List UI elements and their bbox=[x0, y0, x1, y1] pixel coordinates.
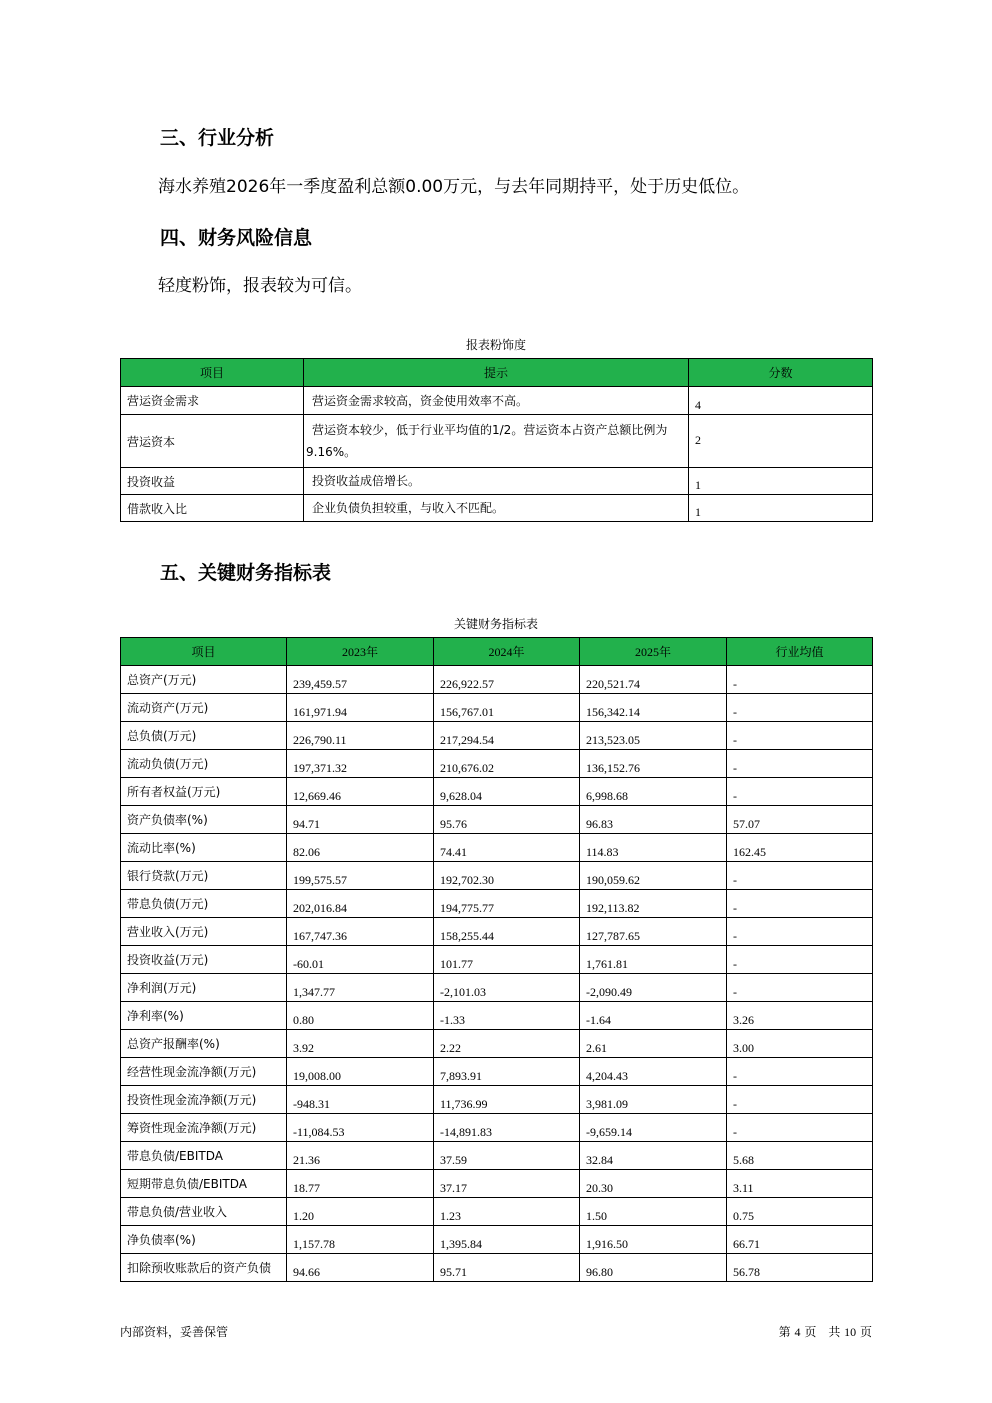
fin-table-row bbox=[121, 946, 873, 974]
fin-row-value: 94.71 bbox=[287, 806, 434, 834]
fin-table-caption: 关键财务指标表 bbox=[453, 617, 538, 631]
fin-table-row bbox=[121, 1086, 873, 1114]
fin-row-label: 流动比率(%) bbox=[121, 834, 287, 862]
fin-row-label: 短期带息负债/EBITDA bbox=[121, 1170, 287, 1198]
risk-row-score: 1 bbox=[689, 468, 873, 495]
fin-row-value: 7,893.91 bbox=[434, 1058, 580, 1086]
fin-table-row bbox=[121, 890, 873, 918]
fin-row-value: 3.11 bbox=[727, 1170, 873, 1198]
fin-table-row bbox=[121, 1002, 873, 1030]
fin-table-row bbox=[121, 1058, 873, 1086]
risk-table-row bbox=[121, 415, 873, 468]
fin-row-value: 3,981.09 bbox=[580, 1086, 727, 1114]
fin-row-value: 3.92 bbox=[287, 1030, 434, 1058]
fin-row-value: 0.80 bbox=[287, 1002, 434, 1030]
fin-row-label: 投资收益(万元) bbox=[121, 946, 287, 974]
risk-row-hint bbox=[304, 468, 689, 495]
fin-row-value: 96.80 bbox=[580, 1254, 727, 1282]
footer-confidential-note: 内部资料，妥善保管 bbox=[120, 1325, 229, 1339]
fin-row-value: - bbox=[727, 974, 873, 1002]
fin-row-value: 217,294.54 bbox=[434, 722, 580, 750]
risk-row-hint bbox=[304, 495, 689, 522]
fin-row-value: 114.83 bbox=[580, 834, 727, 862]
section-5-heading: 五、关键财务指标表 bbox=[160, 562, 332, 584]
risk-row-item: 投资收益 bbox=[121, 468, 304, 495]
fin-table-row bbox=[121, 1114, 873, 1142]
fin-row-value: - bbox=[727, 694, 873, 722]
fin-row-label: 扣除预收账款后的资产负债 bbox=[121, 1254, 287, 1282]
fin-table-row bbox=[121, 974, 873, 1002]
fin-row-value: - bbox=[727, 946, 873, 974]
fin-row-value: 66.71 bbox=[727, 1226, 873, 1254]
fin-row-value: -948.31 bbox=[287, 1086, 434, 1114]
fin-table-row bbox=[121, 918, 873, 946]
risk-row-hint bbox=[304, 387, 689, 415]
fin-row-value: - bbox=[727, 1058, 873, 1086]
risk-table-caption: 报表粉饰度 bbox=[465, 338, 526, 352]
fin-row-label: 带息负债/营业收入 bbox=[121, 1198, 287, 1226]
risk-row-item: 营运资本 bbox=[121, 415, 304, 468]
fin-row-value: 161,971.94 bbox=[287, 694, 434, 722]
fin-row-value: -9,659.14 bbox=[580, 1114, 727, 1142]
financial-indicators-table bbox=[120, 637, 873, 1282]
fin-row-label: 总资产报酬率(%) bbox=[121, 1030, 287, 1058]
fin-row-value: 2.61 bbox=[580, 1030, 727, 1058]
section-4-heading: 四、财务风险信息 bbox=[160, 227, 313, 249]
risk-table-row bbox=[121, 468, 873, 495]
risk-row-score: 4 bbox=[689, 387, 873, 415]
fin-table-row bbox=[121, 834, 873, 862]
fin-row-value: 11,736.99 bbox=[434, 1086, 580, 1114]
fin-row-value: 127,787.65 bbox=[580, 918, 727, 946]
fin-row-value: - bbox=[727, 862, 873, 890]
fin-row-value: 0.75 bbox=[727, 1198, 873, 1226]
fin-row-value: 1.50 bbox=[580, 1198, 727, 1226]
fin-table-row bbox=[121, 666, 873, 694]
fin-row-value: - bbox=[727, 666, 873, 694]
fin-row-label: 经营性现金流净额(万元) bbox=[121, 1058, 287, 1086]
page-current: 4 bbox=[794, 1325, 801, 1339]
fin-row-label: 带息负债/EBITDA bbox=[121, 1142, 287, 1170]
fin-row-value: 1.20 bbox=[287, 1198, 434, 1226]
fin-row-value: 162.45 bbox=[727, 834, 873, 862]
fin-row-value: -1.64 bbox=[580, 1002, 727, 1030]
risk-row-score: 1 bbox=[689, 495, 873, 522]
risk-row-hint-text: 营运资金需求较高，资金使用效率不高。 bbox=[312, 393, 529, 408]
fin-row-value: - bbox=[727, 722, 873, 750]
fin-row-value: 57.07 bbox=[727, 806, 873, 834]
fin-row-value: 210,676.02 bbox=[434, 750, 580, 778]
fin-row-value: 32.84 bbox=[580, 1142, 727, 1170]
fin-table-row bbox=[121, 1198, 873, 1226]
fin-row-value: 239,459.57 bbox=[287, 666, 434, 694]
risk-table-row bbox=[121, 495, 873, 522]
risk-header-score: 分数 bbox=[689, 359, 873, 387]
risk-row-item: 借款收入比 bbox=[121, 495, 304, 522]
fin-header-item: 项目 bbox=[121, 638, 287, 666]
fin-row-value: -2,101.03 bbox=[434, 974, 580, 1002]
fin-row-value: 213,523.05 bbox=[580, 722, 727, 750]
fin-table-row bbox=[121, 1142, 873, 1170]
fin-row-value: 192,113.82 bbox=[580, 890, 727, 918]
risk-header-item: 项目 bbox=[121, 359, 304, 387]
fin-row-value: - bbox=[727, 778, 873, 806]
fin-row-label: 营业收入(万元) bbox=[121, 918, 287, 946]
fin-row-value: 136,152.76 bbox=[580, 750, 727, 778]
fin-row-value: 167,747.36 bbox=[287, 918, 434, 946]
fin-table-row bbox=[121, 722, 873, 750]
fin-row-value: 4,204.43 bbox=[580, 1058, 727, 1086]
fin-row-label: 流动负债(万元) bbox=[121, 750, 287, 778]
fin-row-value: - bbox=[727, 750, 873, 778]
fin-row-label: 总负债(万元) bbox=[121, 722, 287, 750]
fin-table-row bbox=[121, 1030, 873, 1058]
fin-row-value: 192,702.30 bbox=[434, 862, 580, 890]
fin-row-label: 投资性现金流净额(万元) bbox=[121, 1086, 287, 1114]
fin-row-value: 202,016.84 bbox=[287, 890, 434, 918]
fin-row-value: 101.77 bbox=[434, 946, 580, 974]
fin-row-value: 6,998.68 bbox=[580, 778, 727, 806]
fin-row-value: 1,916.50 bbox=[580, 1226, 727, 1254]
fin-row-value: 95.76 bbox=[434, 806, 580, 834]
fin-table-row bbox=[121, 750, 873, 778]
page-suffix: 页 bbox=[859, 1325, 872, 1339]
risk-row-hint: 营运资本较少，低于行业平均值的1/2。营运资本占资产总额比例为9.16%。 bbox=[304, 415, 689, 468]
fin-row-value: 56.78 bbox=[727, 1254, 873, 1282]
fin-row-value: 12,669.46 bbox=[287, 778, 434, 806]
risk-table bbox=[120, 358, 873, 522]
fin-row-value: 156,342.14 bbox=[580, 694, 727, 722]
fin-row-label: 带息负债(万元) bbox=[121, 890, 287, 918]
fin-header-2023: 2023年 bbox=[287, 638, 434, 666]
fin-row-value: 20.30 bbox=[580, 1170, 727, 1198]
fin-row-value: 74.41 bbox=[434, 834, 580, 862]
fin-row-value: 94.66 bbox=[287, 1254, 434, 1282]
fin-row-value: 95.71 bbox=[434, 1254, 580, 1282]
fin-row-value: - bbox=[727, 890, 873, 918]
fin-row-value: 220,521.74 bbox=[580, 666, 727, 694]
risk-row-score: 2 bbox=[689, 415, 873, 468]
fin-header-2024: 2024年 bbox=[434, 638, 580, 666]
fin-row-label: 净负债率(%) bbox=[121, 1226, 287, 1254]
fin-row-label: 净利率(%) bbox=[121, 1002, 287, 1030]
fin-table-row bbox=[121, 1254, 873, 1282]
fin-row-value: -14,891.83 bbox=[434, 1114, 580, 1142]
fin-row-value: 190,059.62 bbox=[580, 862, 727, 890]
fin-row-value: 1,761.81 bbox=[580, 946, 727, 974]
fin-row-value: 1,157.78 bbox=[287, 1226, 434, 1254]
risk-table-header-row bbox=[121, 359, 873, 387]
risk-row-hint-text: 投资收益成倍增长。 bbox=[312, 474, 421, 488]
fin-row-value: 82.06 bbox=[287, 834, 434, 862]
fin-row-value: 3.26 bbox=[727, 1002, 873, 1030]
fin-row-value: 158,255.44 bbox=[434, 918, 580, 946]
fin-header-2025: 2025年 bbox=[580, 638, 727, 666]
fin-table-body bbox=[121, 666, 873, 1282]
section-4-text: 轻度粉饰，报表较为可信。 bbox=[158, 276, 362, 296]
fin-header-industry-avg: 行业均值 bbox=[727, 638, 873, 666]
fin-row-value: -11,084.53 bbox=[287, 1114, 434, 1142]
fin-row-value: 96.83 bbox=[580, 806, 727, 834]
fin-row-value: 199,575.57 bbox=[287, 862, 434, 890]
fin-row-value: -60.01 bbox=[287, 946, 434, 974]
footer-page-number bbox=[779, 1326, 872, 1338]
section-3-text: 海水养殖2026年一季度盈利总额0.00万元，与去年同期持平，处于历史低位。 bbox=[158, 177, 750, 197]
fin-row-label: 流动资产(万元) bbox=[121, 694, 287, 722]
fin-row-value: -2,090.49 bbox=[580, 974, 727, 1002]
fin-row-value: -1.33 bbox=[434, 1002, 580, 1030]
fin-row-value: 1,347.77 bbox=[287, 974, 434, 1002]
risk-table-row bbox=[121, 387, 873, 415]
fin-table-row bbox=[121, 862, 873, 890]
fin-row-value: 226,790.11 bbox=[287, 722, 434, 750]
fin-row-value: 1,395.84 bbox=[434, 1226, 580, 1254]
fin-row-value: - bbox=[727, 1114, 873, 1142]
fin-row-label: 银行贷款(万元) bbox=[121, 862, 287, 890]
risk-header-hint: 提示 bbox=[304, 359, 689, 387]
fin-row-value: 9,628.04 bbox=[434, 778, 580, 806]
fin-row-value: 21.36 bbox=[287, 1142, 434, 1170]
fin-table-row bbox=[121, 778, 873, 806]
fin-row-value: 18.77 bbox=[287, 1170, 434, 1198]
fin-row-label: 筹资性现金流净额(万元) bbox=[121, 1114, 287, 1142]
fin-row-value: 37.17 bbox=[434, 1170, 580, 1198]
fin-row-value: 156,767.01 bbox=[434, 694, 580, 722]
fin-table-row bbox=[121, 694, 873, 722]
fin-row-value: - bbox=[727, 1086, 873, 1114]
fin-row-value: 194,775.77 bbox=[434, 890, 580, 918]
fin-row-value: - bbox=[727, 918, 873, 946]
fin-row-value: 197,371.32 bbox=[287, 750, 434, 778]
page-mid: 页 共 bbox=[804, 1325, 841, 1339]
risk-row-hint-text: 企业负债负担较重，与收入不匹配。 bbox=[312, 501, 505, 515]
fin-table-row bbox=[121, 806, 873, 834]
fin-row-value: 19,008.00 bbox=[287, 1058, 434, 1086]
fin-row-label: 所有者权益(万元) bbox=[121, 778, 287, 806]
page-prefix: 第 bbox=[778, 1325, 791, 1339]
fin-row-value: 226,922.57 bbox=[434, 666, 580, 694]
fin-row-value: 37.59 bbox=[434, 1142, 580, 1170]
fin-row-value: 3.00 bbox=[727, 1030, 873, 1058]
fin-row-label: 净利润(万元) bbox=[121, 974, 287, 1002]
page-total: 10 bbox=[844, 1325, 857, 1339]
fin-row-label: 总资产(万元) bbox=[121, 666, 287, 694]
fin-row-value: 1.23 bbox=[434, 1198, 580, 1226]
fin-table-row bbox=[121, 1226, 873, 1254]
fin-row-value: 5.68 bbox=[727, 1142, 873, 1170]
fin-row-value: 2.22 bbox=[434, 1030, 580, 1058]
fin-table-row bbox=[121, 1170, 873, 1198]
fin-row-label: 资产负债率(%) bbox=[121, 806, 287, 834]
risk-row-item: 营运资金需求 bbox=[121, 387, 304, 415]
section-3-heading: 三、行业分析 bbox=[160, 127, 275, 149]
fin-table-header-row bbox=[121, 638, 873, 666]
